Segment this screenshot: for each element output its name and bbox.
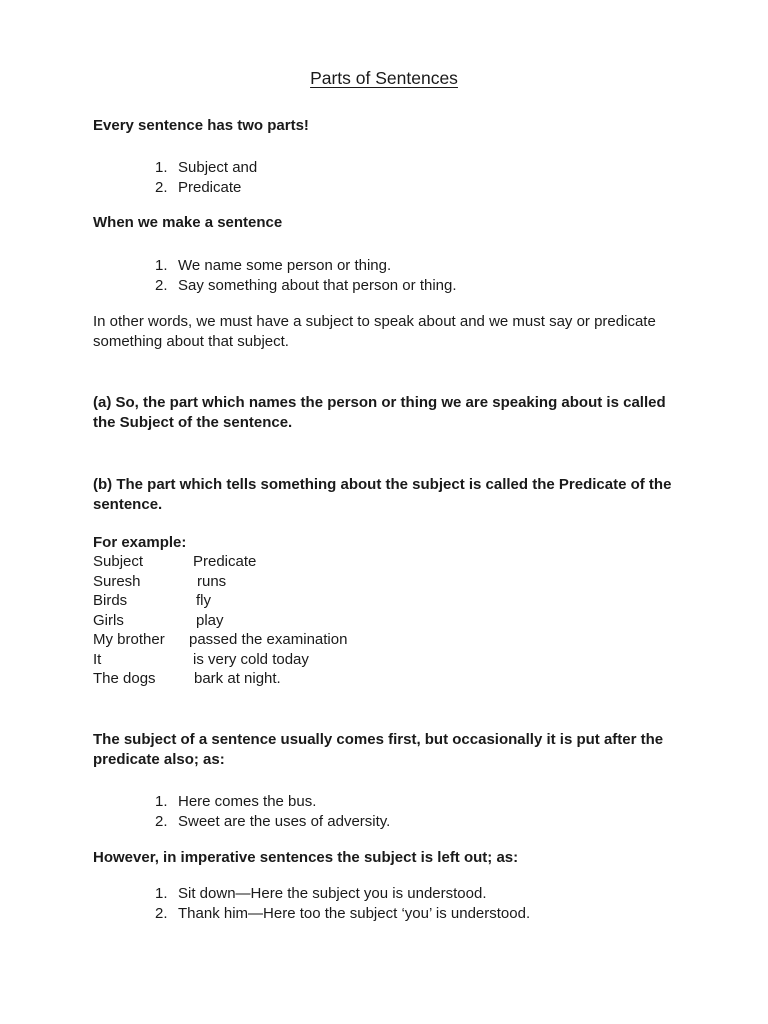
when-heading: When we make a sentence [93,214,283,231]
order-heading: The subject of a sentence usually comes first, but occasionally it is put after the predicate also; as: [93,731,664,768]
parts-list [93,158,257,197]
example-subject: Suresh [93,572,141,590]
list-item-text: Subject and [178,159,258,176]
example-subject: It [93,650,102,668]
list-number: 1. [155,793,168,810]
example-predicate: play [196,611,224,629]
list-number: 2. [155,276,168,294]
list-item [93,792,390,812]
list-item [93,178,257,198]
list-item-text: We name some person or thing. [178,257,392,274]
point-b-paragraph: (b) The part which tells something about the subject is called the Predicate of the sentence. [93,476,672,513]
intro-heading: Every sentence has two parts! [93,117,309,134]
list-number: 2. [155,178,168,196]
list-item-text: Sit down—Here the subject you is understood. [178,885,487,902]
predicate-column-header: Predicate [193,553,257,570]
list-item [93,904,530,924]
other-words-paragraph: In other words, we must have a subject to speak about and we must say or predicate something about that subject. [93,313,656,350]
list-item-text: Say something about that person or thing. [178,276,457,294]
list-number: 1. [155,885,168,902]
imperative-list [93,884,530,923]
subject-column-header: Subject [93,553,144,570]
list-item [93,276,457,296]
when-list [93,256,457,295]
imperative-heading: However, in imperative sentences the subject is left out; as: [93,849,519,866]
example-subject: My brother [93,631,165,648]
example-subject: Girls [93,611,124,629]
example-predicate: passed the examination [189,631,348,648]
list-item-text: Sweet are the uses of adversity. [178,812,391,830]
list-number: 2. [155,904,168,922]
list-item-text: Thank him—Here too the subject ‘you’ is understood. [178,904,531,922]
list-item [93,884,530,904]
example-subject: Birds [93,592,128,609]
example-subject: The dogs [93,670,156,687]
list-number: 1. [155,159,168,176]
page-title: Parts of Sentences [310,68,458,88]
example-heading: For example: [93,534,187,551]
list-number: 1. [155,257,168,274]
list-item [93,256,457,276]
example-predicate: bark at night. [194,670,281,687]
list-item [93,158,257,178]
list-item-text: Here comes the bus. [178,793,317,810]
example-predicate: is very cold today [193,650,309,668]
list-item [93,812,390,832]
list-item-text: Predicate [178,178,242,196]
order-list [93,792,390,831]
list-number: 2. [155,812,168,830]
point-a-paragraph: (a) So, the part which names the person or thing we are speaking about is called the Subject of the sentence. [93,394,666,431]
example-predicate: runs [197,572,227,590]
example-predicate: fly [196,592,211,609]
